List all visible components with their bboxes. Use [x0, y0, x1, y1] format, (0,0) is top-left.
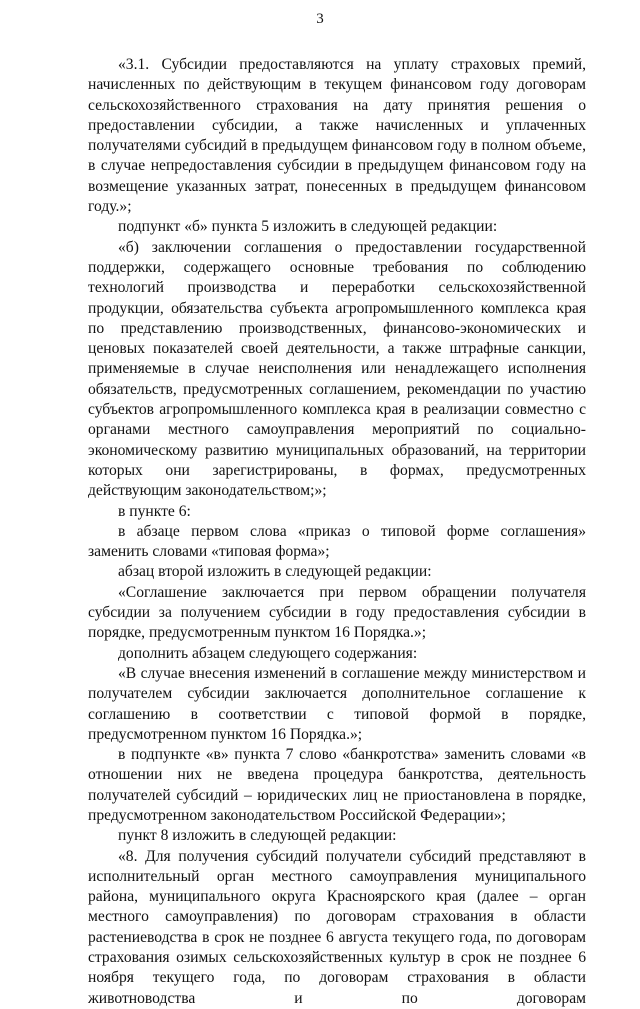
page-number: 3 — [316, 11, 324, 27]
paragraph-3-1-subsidies: «3.1. Субсидии предоставляются на уплату страховых премий, начисленных по действующим в текущем финансовом году договорам сельскохозяйственного страхования на дату принятия решения о предоставлении субсидии, а также начисленных и уплаченных получателями субсидий в предыдущем финансовом году в полном объеме, в случае непредоставления субсидии в предыдущем финансовом году на возмещение указанных затрат, понесенных в предыдущем финансовом году.»; — [88, 56, 586, 216]
paragraph-agreement-text: «Соглашение заключается при первом обращении получателя субсидии за получением субсидии в году предоставления субсидии в порядке, предусмотренным пунктом 16 Порядка.»; — [88, 583, 586, 642]
paragraph-subitem-b-instruction: подпункт «б» пункта 5 изложить в следующей редакции: — [118, 218, 498, 236]
paragraph-add-abzac-instruction: дополнить абзацем следующего содержания: — [118, 644, 418, 662]
paragraph-item-8-instruction: пункт 8 изложить в следующей редакции: — [118, 827, 397, 845]
paragraph-item-7-bankruptcy: в подпункте «в» пункта 7 слово «банкротства» заменить словами «в отношении них не введена процедура банкротства, деятельность получателей субсидий – юридических лиц не приостановлена в порядке, предусмотренном законодательством Российской Федерации»; — [88, 746, 586, 824]
paragraph-item-8-text: «8. Для получения субсидий получатели субсидий представляют в исполнительный орган местного самоуправления муниципального района, муниципального округа Красноярского края (далее – орган местного самоуправления) по договорам страхования в области растениеводства в срок не позднее 6 августа текущего года, по договорам страхования озимых сельскохозяйственных культур в срок не позднее 6 ноября текущего года, по договорам страхования в области животноводства и по договорам — [88, 847, 586, 1007]
paragraph-item-6-second-abzac: абзац второй изложить в следующей редакции: — [118, 563, 432, 581]
paragraph-subitem-b-text: «б) заключении соглашения о предоставлении государственной поддержки, содержащего основные требования по соблюдению технологий производства и переработки сельскохозяйственной продукции, обязательства субъекта агропромышленного комплекса края по представлению производственных, финансово-экономических и ценовых показателей своей деятельности, а также штрафные санкции, применяемые в случае неисполнения или ненадлежащего исполнения обязательств, предусмотренных соглашением, рекомендации по участию субъектов агропромышленного комплекса края в реализации совместно с органами местного самоуправления мероприятий по социально-экономическому развитию муниципальных образований, на территории которых они зарегистрированы, в формах, предусмотренных действующим законодательством;»; — [88, 238, 586, 500]
paragraph-item-6-first-abzac: в абзаце первом слова «приказ о типовой форме соглашения» заменить словами «типовая форма»; — [88, 522, 586, 561]
paragraph-additional-agreement: «В случае внесения изменений в соглашение между министерством и получателем субсидии заключается дополнительное соглашение к соглашению в соответствии с типовой формой в порядке, предусмотренном пунктом 16 Порядка.»; — [88, 664, 586, 743]
document-body — [88, 55, 586, 1009]
paragraph-item-6-instruction: в пункте 6: — [118, 502, 191, 520]
